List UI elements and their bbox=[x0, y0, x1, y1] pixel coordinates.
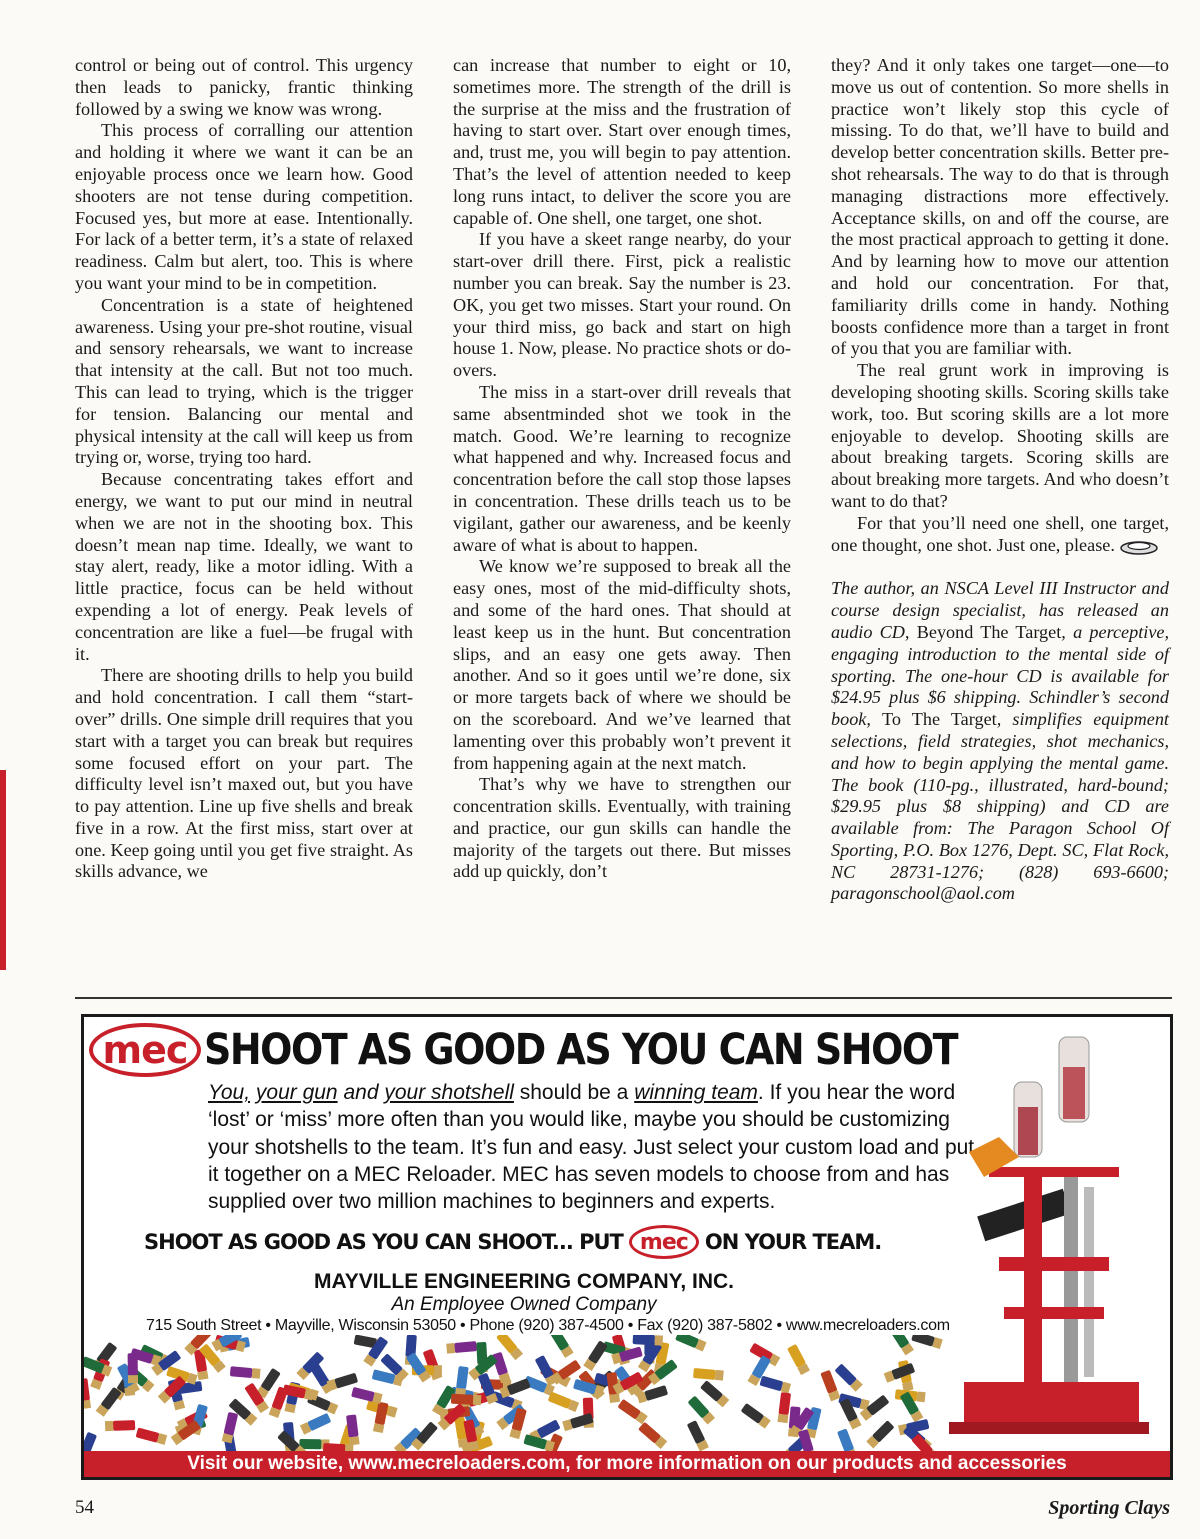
paragraph: The miss in a start-over drill reveals that same absentminded shot we took in the match. Good. We’re learning to recognize what happened and why. Increased focus and concentration before the call stop those lapses in concentration. These drills teach us to be vigilant, gather our awareness, and be keenly aware of what is about to happen. bbox=[453, 381, 791, 555]
mec-logo: mec bbox=[89, 1023, 201, 1077]
ad-headline: SHOOT AS GOOD AS YOU CAN SHOOT bbox=[204, 1025, 958, 1075]
paragraph: Because concentrating takes effort and energy, we want to put our mind in neutral when we are not in the shooting box. This doesn’t mean nap time. Ideally, we want to stay alert, ready, like a motor idling. With a little practice, focus can be held without expending a lot of energy. Peak levels of concentration are like a fuel—be frugal with it. bbox=[75, 469, 413, 664]
divider-rule bbox=[75, 997, 1172, 999]
paragraph: We know we’re supposed to break all the easy ones, most of the mid-difficulty shots, and some of the hard ones. That should at least keep us in the hunt. But concentration slips, and an easy one gets away. Then another. And so it goes until we’re done, six or more targets back of where we should be on the scoreboard. And we’ve learned that lamenting over this probably won’t prevent it from happening again at the next match. bbox=[453, 556, 791, 773]
page-number: 54 bbox=[75, 1497, 94, 1518]
paragraph: The real grunt work in improving is developing shooting skills. Scoring skills take work, too. But scoring skills are a lot more enjoyable to develop. Shooting skills are about breaking targets. Scoring skills are about breaking more targets. And who doesn’t want to do that? bbox=[831, 360, 1169, 511]
mec-logo-small: mec bbox=[629, 1225, 699, 1259]
paragraph: This process of corralling our attention and holding it where we want it can be an enjoyable process once we learn how. Good shooters are not tense during competition. Focused yes, but more at ease. Intentionally. For lack of a better term, it’s a state of relaxed readiness. Calm but alert, too. This is where you want your mind to be in competition. bbox=[75, 120, 413, 293]
clay-target-end-icon bbox=[1119, 537, 1159, 555]
author-bio: The author, an NSCA Level III Instructor and course design specialist, has released an audio CD, Beyond The Target, a perceptive, engaging introduction to the mental side of sporting. The one-hour CD is available for $24.95 plus $6 shipping. Schindler’s second book, To The Target, simplifies equipment selections, field strategies, shot mechanics, and how to begin applying the mental game. The book (110-pg., illustrated, hard-bound; $29.95 plus $8 shipping) and CD are available from: The Paragon School Of Sporting, P.O. Box 1276, Dept. SC, Flat Rock, NC 28731-1276; (828) 693-6600; paragonschool@aol.com bbox=[831, 578, 1170, 904]
paragraph: they? And it only takes one target—one—to move us out of contention. So more shells in practice won’t likely stop this cycle of missing. To do that, we’ll have to build and develop better concentration skills. Better pre-shot rehearsals. The way to do that is through managing distractions more effectively. Acceptance skills, on and off the course, are the most practical approach to getting it done. And by learning how to move our attention and hold our concentration. For that, familiarity drills come in handy. Nothing boosts confidence more than a target in front of you that you are familiar with. bbox=[831, 55, 1169, 359]
paragraph: That’s why we have to strengthen our concentration skills. Eventually, with training and practice, our gun skills can handle the majority of the targets out there. But misses add up quickly, don’t bbox=[453, 774, 791, 882]
company-address: 715 South Street • Mayville, Wisconsin 53050 • Phone (920) 387-4500 • Fax (920) 387-5802 • www.mecreloaders.com bbox=[146, 1317, 950, 1334]
paragraph bbox=[831, 513, 1169, 557]
paragraph: If you have a skeet range nearby, do your start-over drill there. First, pick a realistic number you can break. Say the number is 23. OK, you get two misses. Start your round. On your third miss, go back and start on high house 1. Now, please. No practice shots or do-overs. bbox=[453, 229, 791, 381]
mec-reloader-illustration bbox=[939, 1027, 1169, 1459]
website-banner: Visit our website, www.mecreloaders.com, for more information on our products and accessories bbox=[84, 1451, 1170, 1477]
company-subtitle: An Employee Owned Company bbox=[391, 1294, 657, 1315]
magazine-name: Sporting Clays bbox=[1048, 1497, 1170, 1519]
paragraph: control or being out of control. This urgency then leads to panicky, frantic thinking followed by a swing we know was wrong. bbox=[75, 55, 413, 119]
paragraph: can increase that number to eight or 10, sometimes more. The strength of the drill is the surprise at the miss and the frustration of having to start over. Start over enough times, and, trust me, you will begin to pay attention. That’s the level of attention needed to keep long runs intact, to deliver the score you are capable of. One shell, one target, one shot. bbox=[453, 55, 791, 228]
mec-advertisement bbox=[81, 1014, 1173, 1480]
article-column-2 bbox=[453, 55, 791, 883]
closing-line: For that you’ll need one shell, one target, one thought, one shot. Just one, please. bbox=[831, 512, 1169, 555]
article-column-3 bbox=[831, 55, 1169, 905]
book-title: To The Target bbox=[882, 709, 997, 730]
page-edge-red-tab bbox=[0, 770, 6, 970]
paragraph: There are shooting drills to help you build and hold concentration. I call them “start-over” drills. One simple drill requires that you start with a target you can break but requires some focused effort on your part. The difficulty level isn’t maxed out, but you have to pay attention. Line up five shells and break five in a row. At the first miss, start over at one. Keep going until you get five straight. As skills advance, we bbox=[75, 665, 413, 882]
article-column-1 bbox=[75, 55, 413, 883]
cd-title: Beyond The Target bbox=[916, 621, 1062, 642]
ad-tagline: SHOOT AS GOOD AS YOU CAN SHOOT... PUT mec ON YOUR TEAM. bbox=[144, 1225, 881, 1259]
paragraph: Concentration is a state of heightened awareness. Using your pre-shot routine, visual and sensory rehearsals, we want to increase that intensity at the call. But not too much. This can lead to trying, which is the trigger for tension. Balancing our mental and physical intensity at the call will keep us from trying or, worse, trying too hard. bbox=[75, 294, 413, 468]
ad-body-copy: You, your gun and your shotshell should be a winning team. If you hear the word ‘lost’ or ‘miss’ more often than you would like, maybe you should be customizing your shotshells to the team. It’s fun and easy. Just select your custom load and put it together on a MEC Reloader. MEC has seven models to choose from and has supplied over two million machines to beginners and experts. bbox=[208, 1081, 975, 1214]
company-name: MAYVILLE ENGINEERING COMPANY, INC. bbox=[313, 1270, 735, 1293]
